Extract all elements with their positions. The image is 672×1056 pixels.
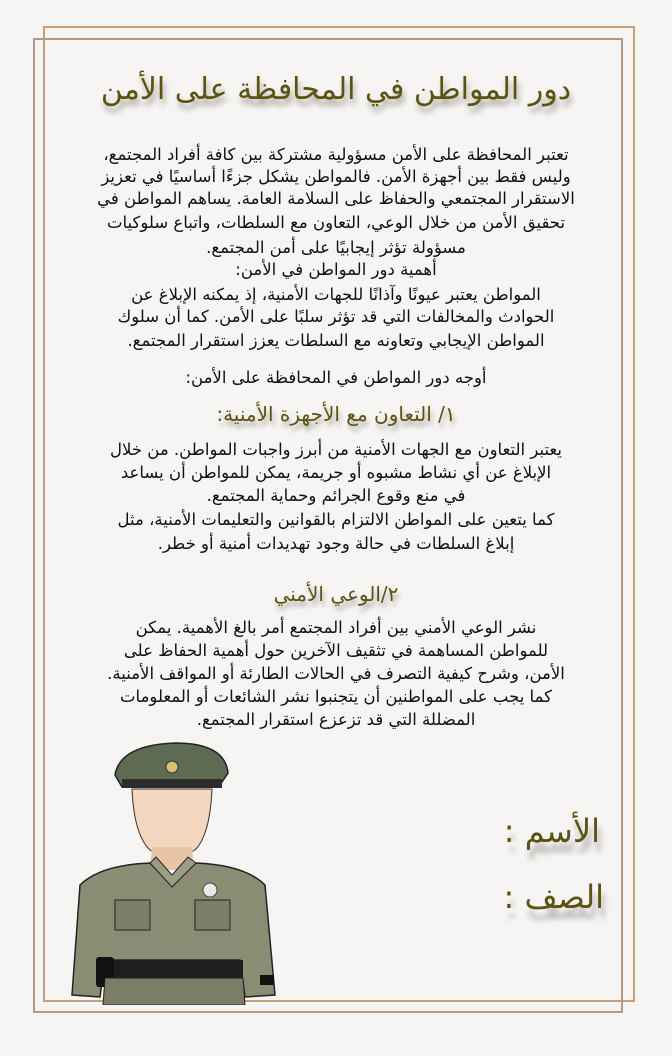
soldier-illustration: [60, 735, 290, 1005]
section2-heading: ٢/الوعي الأمني: [273, 582, 399, 606]
intro-line: تعتبر المحافظة على الأمن مسؤولية مشتركة بين كافة أفراد المجتمع،: [103, 145, 569, 164]
importance-line: الحوادث والمخالفات التي قد تؤثر سلبًا على الأمن. كما أن سلوك: [117, 307, 555, 326]
intro-line: تحقيق الأمن من خلال الوعي، التعاون مع السلطات، واتباع سلوكيات: [106, 213, 566, 232]
aspects-heading: أوجه دور المواطن في المحافظة على الأمن:: [185, 368, 487, 387]
section2-line: كما يجب على المواطنين أن يتجنبوا نشر الشائعات أو المعلومات: [120, 687, 552, 706]
class-field-label: الصف :: [503, 878, 604, 916]
belt: [105, 960, 243, 978]
belt-buckle: [260, 975, 274, 985]
intro-line: الاستقرار المجتمعي والحفاظ على السلامة العامة. يساهم المواطن في: [97, 189, 575, 208]
section1-line: كما يتعين على المواطن الالتزام بالقوانين والتعليمات الأمنية، مثل: [117, 510, 555, 529]
section1-line: يعتبر التعاون مع الجهات الأمنية من أبرز واجبات المواطن. من خلال: [110, 440, 562, 459]
intro-line: مسؤولة تؤثر إيجابيًا على أمن المجتمع.: [206, 238, 466, 257]
section2-line: الأمن، وشرح كيفية التصرف في الحالات الطارئة أو المواقف الأمنية.: [107, 664, 565, 683]
importance-line: المواطن الإيجابي وتعاونه مع السلطات يعزز استقرار المجتمع.: [127, 331, 545, 350]
badge-icon: [203, 883, 217, 897]
section1-line: في منع وقوع الجرائم وحماية المجتمع.: [206, 486, 466, 505]
section1-line: الإبلاغ عن أي نشاط مشبوه أو جريمة، يمكن للمواطن أن يساعد: [120, 463, 552, 482]
name-field-label: الأسم :: [503, 812, 600, 850]
left-pocket: [115, 900, 150, 930]
section2-line: نشر الوعي الأمني بين أفراد المجتمع أمر بالغ الأهمية. يمكن: [135, 618, 537, 637]
right-pocket: [195, 900, 230, 930]
section1-heading: ١/ التعاون مع الأجهزة الأمنية:: [216, 402, 456, 426]
page-title: دور المواطن في المحافظة على الأمن: [100, 72, 572, 107]
section2-line: للمواطن المساهمة في تثقيف الآخرين حول أهمية الحفاظ على: [123, 641, 549, 660]
importance-heading: أهمية دور المواطن في الأمن:: [235, 260, 437, 279]
importance-line: المواطن يعتبر عيونًا وآذانًا للجهات الأمنية، إذ يمكنه الإبلاغ عن: [131, 285, 541, 304]
section2-line: المضللة التي قد تزعزع استقرار المجتمع.: [196, 710, 476, 729]
face: [132, 789, 212, 857]
cap-badge-icon: [166, 761, 178, 773]
cap-band: [122, 779, 222, 788]
section1-line: إبلاغ السلطات في حالة وجود تهديدات أمنية أو خطر.: [157, 534, 515, 553]
trousers: [103, 978, 245, 1005]
intro-line: وليس فقط بين أجهزة الأمن. فالمواطن يشكل جزءًا أساسيًا في تعزيز: [101, 167, 571, 186]
